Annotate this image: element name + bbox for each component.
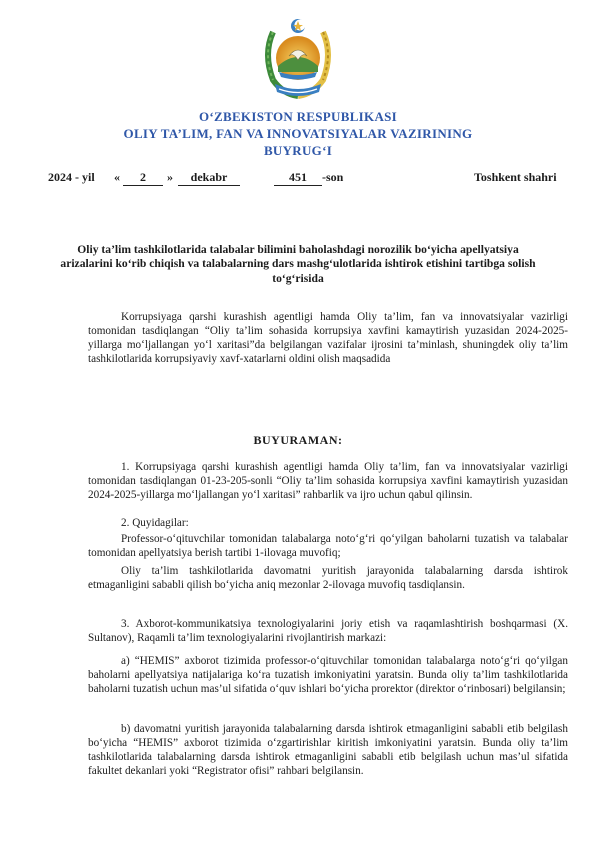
order-number-suffix: -son: [322, 170, 344, 184]
order-month: dekabr: [178, 170, 240, 186]
quote-close: »: [167, 170, 173, 184]
order-city: Toshkent shahri: [474, 170, 557, 184]
preamble-paragraph: Korrupsiyaga qarshi kurashish agentligi hamda Oliy ta’lim, fan va innovatsiyalar vazirligi tomonidan tasdiqlangan “Oliy ta’lim sohasida korrupsiya xavfini kamaytirish yuzasidan 2024-2025-yillarga mo‘ljallangan yo‘l xaritasi”da belgilangan vazifalar ijrosini ta’minlash, shuningdek oliy ta’lim tashkilotlarida korrupsiyaviy xavf-xatarlarni oldini olish maqsadida: [88, 311, 568, 366]
order-day: 2: [123, 170, 163, 186]
document-type-heading: BUYRUG‘I: [263, 143, 333, 158]
paragraph-2: 2. Quyidagilar:: [121, 517, 189, 529]
paragraph-1: 1. Korrupsiyaga qarshi kurashish agentligi hamda Oliy ta’lim, fan va innovatsiyalar vazirligi tomonidan tasdiqlangan 01-23-205-sonli “Oliy ta’lim sohasida korrupsiya xavfini kamaytirish yuzasidan 2024-2025-yillarga mo‘ljallangan yo‘l xaritasi” rahbarlik va ijro uchun qabul qilinsin.: [88, 461, 568, 502]
order-year: 2024 - yil: [48, 170, 95, 184]
order-metadata: [48, 170, 568, 188]
state-emblem-icon: [259, 14, 337, 100]
ministry-heading: OLIY TA’LIM, FAN VA INNOVATSIYALAR VAZIRINING: [123, 126, 473, 141]
paragraph-3: 3. Axborot-kommunikatsiya texnologiyalarini joriy etish va raqamlashtirish boshqarmasi (X. Sultanov), Raqamli ta’lim texnologiyalarini rivojlantirish markazi:: [88, 618, 568, 645]
country-heading: O‘ZBEKISTON RESPUBLIKASI: [198, 109, 398, 124]
order-number: 451: [274, 170, 322, 186]
paragraph-2a: Professor-o‘qituvchilar tomonidan talabalarga noto‘g‘ri qo‘yilgan baholarni tuzatish va talabalar tomonidan apellyatsiya berish tartibi 1-ilovaga muvofiq;: [88, 533, 568, 560]
quote-open: «: [114, 170, 120, 184]
paragraph-3b: b) davomatni yuritish jarayonida talabalarning darsda ishtirok etmaganligini sababli etib belgilash bo‘yicha “HEMIS” axborot tizimida o‘zgartirishlar kiritish imkoniyatini yaratsin. Bunda oliy ta’lim tashkilotlarida talabalarning darsda ishtirok etmaganligini sababli etib belgilash uchun mas’ul sifatida fakultet dekanlari yoki “Registrator ofisi” rahbari belgilansin.: [88, 723, 568, 778]
paragraph-2b: Oliy ta’lim tashkilotlarida davomatni yuritish jarayonida talabalarning darsda ishtirok etmaganligini sababli qilish bo‘yicha aniq mezonlar 2-ilovaga muvofiq tasdiqlansin.: [88, 565, 568, 592]
order-word: BUYURAMAN:: [253, 433, 343, 447]
order-title: Oliy ta’lim tashkilotlarida talabalar bilimini baholashdagi norozilik bo‘yicha apellyatsiya arizalarini ko‘rib chiqish va talabalarning dars mashg‘ulotlarida ishtirok etishini tartibga solish to‘g‘risida: [60, 243, 536, 285]
paragraph-3a: a) “HEMIS” axborot tizimida professor-o‘qituvchilar tomonidan talabalarga noto‘g‘ri qo‘yilgan baholarni apellyatsiya natijalariga ko‘ra tuzatish imkoniyatini yaratsin. Bunda oliy ta’lim tashkilotlarida baholarni tuzatish uchun mas’ul sifatida o‘quv ishlari bo‘yicha prorektor (direktor o‘rinbosari) belgilansin;: [88, 655, 568, 696]
